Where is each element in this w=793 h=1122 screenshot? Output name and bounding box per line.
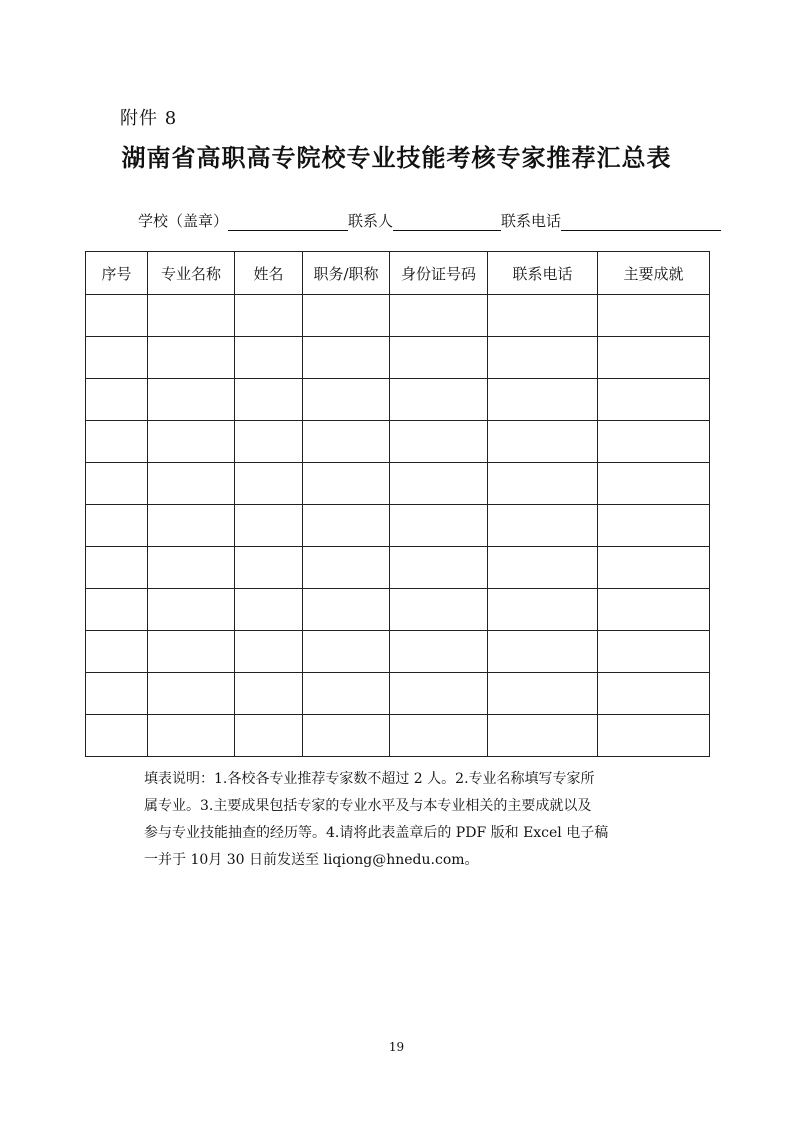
table-cell[interactable] xyxy=(488,631,598,673)
table-row xyxy=(86,673,710,715)
table-cell[interactable] xyxy=(598,715,710,757)
table-cell[interactable] xyxy=(86,715,148,757)
table-cell[interactable] xyxy=(598,379,710,421)
table-cell[interactable] xyxy=(488,547,598,589)
header-id-number: 身份证号码 xyxy=(390,252,488,295)
table-cell[interactable] xyxy=(235,421,303,463)
table-cell[interactable] xyxy=(598,337,710,379)
table-cell[interactable] xyxy=(148,295,235,337)
table-cell[interactable] xyxy=(148,715,235,757)
table-body xyxy=(86,295,710,757)
table-row xyxy=(86,589,710,631)
table-cell[interactable] xyxy=(303,379,390,421)
table-cell[interactable] xyxy=(598,295,710,337)
table-cell[interactable] xyxy=(235,463,303,505)
table-cell[interactable] xyxy=(235,715,303,757)
expert-summary-table xyxy=(85,251,710,757)
table-cell[interactable] xyxy=(598,673,710,715)
table-header-row xyxy=(86,252,710,295)
table-cell[interactable] xyxy=(488,463,598,505)
table-cell[interactable] xyxy=(390,589,488,631)
school-label: 学校（盖章） xyxy=(138,212,229,230)
table-cell[interactable] xyxy=(86,673,148,715)
table-cell[interactable] xyxy=(235,295,303,337)
table-cell[interactable] xyxy=(390,547,488,589)
table-cell[interactable] xyxy=(303,295,390,337)
phone-blank[interactable] xyxy=(561,212,721,231)
header-position: 职务/职称 xyxy=(303,252,390,295)
table-cell[interactable] xyxy=(303,337,390,379)
table-cell[interactable] xyxy=(86,337,148,379)
table-cell[interactable] xyxy=(488,589,598,631)
table-cell[interactable] xyxy=(390,379,488,421)
table-cell[interactable] xyxy=(148,463,235,505)
table-cell[interactable] xyxy=(598,589,710,631)
table-cell[interactable] xyxy=(86,547,148,589)
table-row xyxy=(86,421,710,463)
table-cell[interactable] xyxy=(488,379,598,421)
table-cell[interactable] xyxy=(488,421,598,463)
info-line xyxy=(138,210,721,231)
page-number: 19 xyxy=(388,1040,405,1054)
table-cell[interactable] xyxy=(598,547,710,589)
header-name: 姓名 xyxy=(235,252,303,295)
table-cell[interactable] xyxy=(86,463,148,505)
table-cell[interactable] xyxy=(303,673,390,715)
header-major: 专业名称 xyxy=(148,252,235,295)
table-cell[interactable] xyxy=(390,715,488,757)
table-cell[interactable] xyxy=(598,631,710,673)
table-row xyxy=(86,295,710,337)
table-cell[interactable] xyxy=(390,463,488,505)
contact-blank[interactable] xyxy=(393,212,501,231)
document-title: 湖南省高职高专院校专业技能考核专家推荐汇总表 xyxy=(121,144,672,172)
table-cell[interactable] xyxy=(148,673,235,715)
table-cell[interactable] xyxy=(86,631,148,673)
table-cell[interactable] xyxy=(390,421,488,463)
table-row xyxy=(86,379,710,421)
table-cell[interactable] xyxy=(235,673,303,715)
table-cell[interactable] xyxy=(148,337,235,379)
table-cell[interactable] xyxy=(86,589,148,631)
table-cell[interactable] xyxy=(488,505,598,547)
table-cell[interactable] xyxy=(235,589,303,631)
table-cell[interactable] xyxy=(303,547,390,589)
table-cell[interactable] xyxy=(235,379,303,421)
table-row xyxy=(86,505,710,547)
table-cell[interactable] xyxy=(303,505,390,547)
note-line: 一并于 10月 30 日前发送至 liqiong@hnedu.com。 xyxy=(144,852,479,868)
table-row xyxy=(86,631,710,673)
table-cell[interactable] xyxy=(598,505,710,547)
table-cell[interactable] xyxy=(303,631,390,673)
table-cell[interactable] xyxy=(86,295,148,337)
table-cell[interactable] xyxy=(390,295,488,337)
table-cell[interactable] xyxy=(390,337,488,379)
table-cell[interactable] xyxy=(86,379,148,421)
table-cell[interactable] xyxy=(148,589,235,631)
attachment-label: 附件 8 xyxy=(120,108,178,129)
table-cell[interactable] xyxy=(303,421,390,463)
table-cell[interactable] xyxy=(148,421,235,463)
note-line: 属专业。3.主要成果包括专家的专业水平及与本专业相关的主要成就以及 xyxy=(144,798,592,814)
table-cell[interactable] xyxy=(148,379,235,421)
table-cell[interactable] xyxy=(148,505,235,547)
table-cell[interactable] xyxy=(390,505,488,547)
table-row xyxy=(86,715,710,757)
table-cell[interactable] xyxy=(303,589,390,631)
note-line: 参与专业技能抽查的经历等。4.请将此表盖章后的 PDF 版和 Excel 电子稿 xyxy=(144,825,609,841)
table-cell[interactable] xyxy=(86,505,148,547)
table-cell[interactable] xyxy=(488,337,598,379)
table-cell[interactable] xyxy=(598,421,710,463)
table-cell[interactable] xyxy=(390,631,488,673)
table-row xyxy=(86,337,710,379)
table-cell[interactable] xyxy=(235,547,303,589)
table-cell[interactable] xyxy=(235,631,303,673)
header-achievements: 主要成就 xyxy=(598,252,710,295)
table-cell[interactable] xyxy=(148,631,235,673)
table-row xyxy=(86,463,710,505)
filling-notes xyxy=(144,766,684,874)
table-cell[interactable] xyxy=(235,505,303,547)
school-blank[interactable] xyxy=(228,212,348,231)
table-cell[interactable] xyxy=(86,421,148,463)
table-cell[interactable] xyxy=(303,463,390,505)
table-cell[interactable] xyxy=(488,715,598,757)
table-cell[interactable] xyxy=(598,463,710,505)
table-cell[interactable] xyxy=(148,547,235,589)
table-cell[interactable] xyxy=(488,673,598,715)
table-cell[interactable] xyxy=(235,337,303,379)
phone-label: 联系电话 xyxy=(501,212,562,230)
note-line: 填表说明：1.各校各专业推荐专家数不超过 2 人。2.专业名称填写专家所 xyxy=(144,771,595,787)
contact-label: 联系人 xyxy=(348,212,394,230)
header-serial: 序号 xyxy=(86,252,148,295)
header-phone: 联系电话 xyxy=(488,252,598,295)
table-cell[interactable] xyxy=(390,673,488,715)
table-row xyxy=(86,547,710,589)
table-cell[interactable] xyxy=(303,715,390,757)
table-cell[interactable] xyxy=(488,295,598,337)
